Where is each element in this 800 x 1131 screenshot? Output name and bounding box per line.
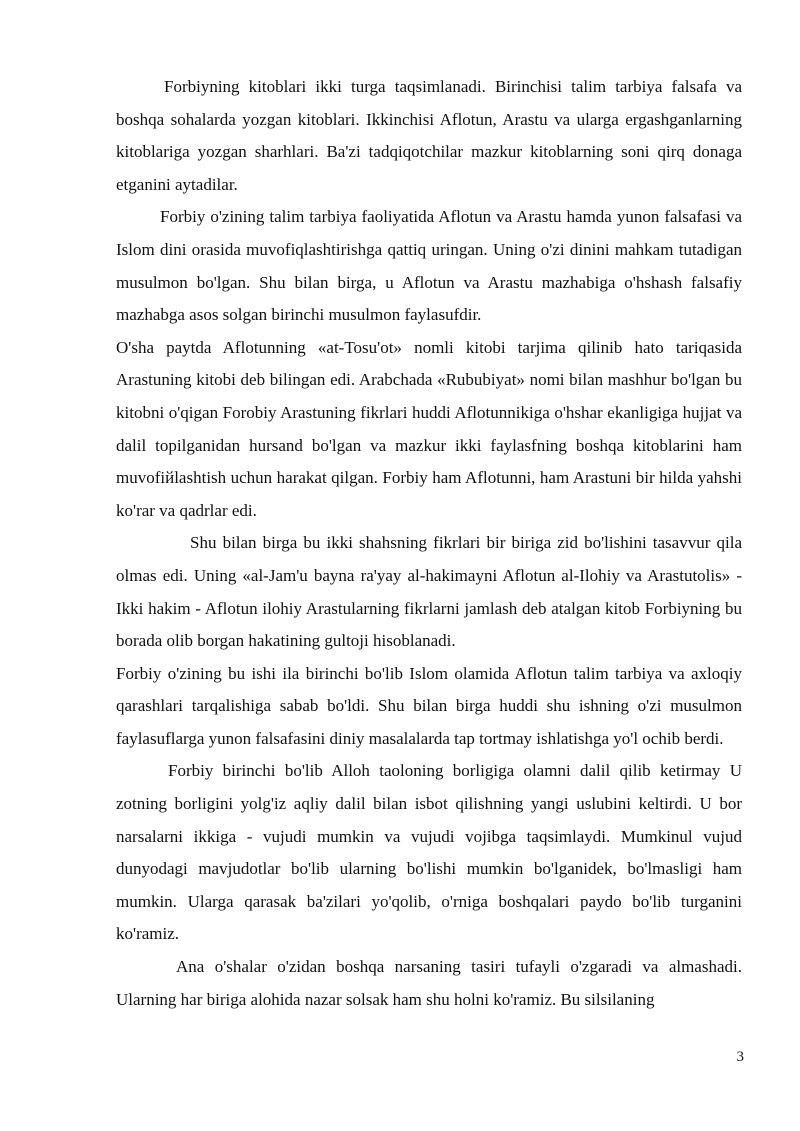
paragraph-1: Forbiyning kitoblari ikki turga taqsimlanadi. Birinchisi talim tarbiya falsafa va boshqa sohalarda yozgan kitoblari. Ikkinchisi Aflotun, Arastu va ularga ergashganlarning kitoblariga yozgan sharhlari. Ba'zi tadqiqotchilar mazkur kitoblarning soni qirq donaga etganini aytadilar.	[116, 77, 742, 194]
paragraph-6: Forbiy birinchi bo'lib Alloh taoloning borligiga olamni dalil qilib ketirmay U zotning borligini yolg'iz aqliy dalil bilan isbot qilishning yangi uslubini keltirdi. U bor narsalarni ikkiga - vujudi mumkin va vujudi vojibga taqsimlaydi. Mumkinul vujud dunyodagi mavjudotlar bo'lib ularning bo'lishi mumkin bo'lganidek, bo'lmasligi ham mumkin. Ularga qarasak ba'zilari yo'qolib, o'rniga boshqalari paydo bo'lib turganini ko'ramiz.	[116, 761, 742, 944]
paragraph-3: O'sha paytda Aflotunning «at-Tosu'ot» nomli kitobi tarjima qilinib hato tariqasida Arastuning kitobi deb bilingan edi. Arabchada «Rububiyat» nomi bilan mashhur bo'lgan bu kitobni o'qigan Forobiy Arastuning fikrlari huddi Aflotunnikiga o'hshar ekanligiga hujjat va dalil topilganidan hursand bo'lgan va mazkur ikki faylasfning boshqa kitoblarini ham muvofiйlashtish uchun harakat qilgan. Forbiy ham Aflotunni, ham Arastuni bir hilda yahshi ko'rar va qadrlar edi.	[116, 337, 742, 520]
paragraph-7: Ana o'shalar o'zidan boshqa narsaning tasiri tufayli o'zgaradi va almashadi. Ularning har biriga alohida nazar solsak ham shu holni ko'ramiz. Bu silsilaning	[116, 957, 742, 1009]
paragraph-5: Forbiy o'zining bu ishi ila birinchi bo'lib Islom olamida Aflotun talim tarbiya va axloqiy qarashlari tarqalishiga sabab bo'ldi. Shu bilan birga huddi shu ishning o'zi musulmon faylasuflarga yunon falsafasini diniy masalalarda tap tortmay ishlatishga yo'l ochib berdi.	[116, 663, 742, 748]
page-number: 3	[736, 1049, 744, 1065]
paragraph-4: Shu bilan birga bu ikki shahsning fikrlari bir biriga zid bo'lishini tasavvur qila olmas edi. Uning «al-Jam'u bayna ra'yay al-hakimayni Aflotun al-Ilohiy va Arastutolis» - Ikki hakim - Aflotun ilohiy Arastularning fikrlarni jamlash deb atalgan kitob Forbiyning bu borada olib borgan hakatining gultoji hisoblanadi.	[116, 533, 742, 651]
document-body	[116, 71, 742, 1016]
paragraph-2: Forbiy o'zining talim tarbiya faoliyatida Aflotun va Arastu hamda yunon falsafasi va Islom dini orasida muvofiqlashtirishga qattiq uringan. Uning o'zi dinini mahkam tutadigan musulmon bo'lgan. Shu bilan birga, u Aflotun va Arastu mazhabiga o'hshash falsafiy mazhabga asos solgan birinchi musulmon faylasufdir.	[116, 207, 742, 325]
